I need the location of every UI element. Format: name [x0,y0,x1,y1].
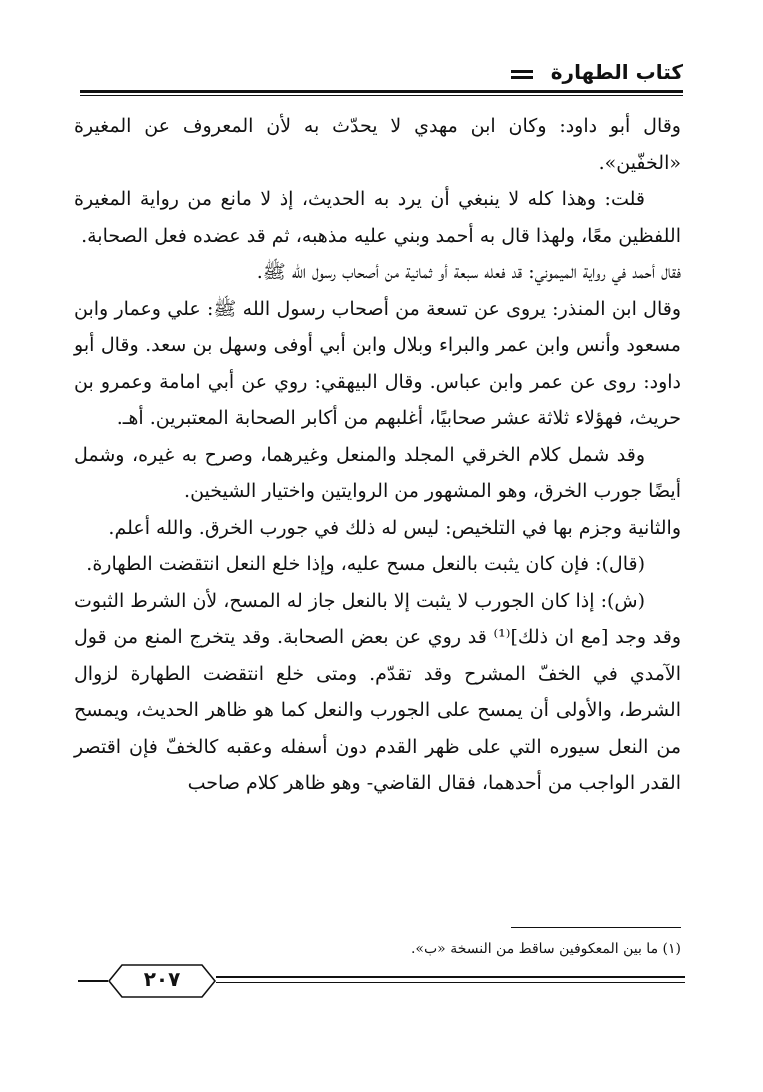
paragraph: قلت: وهذا كله لا ينبغي أن يرد به الحديث، إذ لا مانع من رواية المغيرة اللفظين معًا، ولهذا قال به أحمد وبني عليه مذهبه، ثم قد عضده فعل الصحابة. [74,188,681,247]
paragraph: وقال أبو داود: وكان ابن مهدي لا يحدّث به لأن المعروف عن المغيرة «الخفّين». [74,115,681,174]
header-rule [80,90,683,93]
page-number: ٢٠٧ [143,967,181,991]
footer-rule-left [78,980,108,982]
paragraph: وقال ابن المنذر: يروى عن تسعة من أصحاب رسول الله ﷺ: علي وعمار وابن مسعود وأنس وابن عمر والبراء وبلال وابن أبي أوفى وسهل بن سعد. وقال أبو داود: روى عن عمر وابن عباس. وقال البيهقي: روي عن أبي امامة وعمرو بن حريث، فهؤلاء ثلاثة عشر صحابيًا، أغلبهم من أكابر الصحابة المعتبرين. أهـ. [74,297,681,429]
footer-rule [216,976,685,978]
footnote-separator [511,927,681,928]
paragraph: والثانية وجزم بها في التلخيص: ليس له ذلك في جورب الخرق. والله أعلم. [108,516,681,539]
header-rule-thin [80,95,683,96]
footnote: (١) ما بين المعكوفين ساقط من النسخة «ب». [410,941,681,957]
main-text [74,108,681,802]
paragraph: فقال أحمد في رواية الميموني: قد فعله سبعة أو ثمانية من أصحاب رسول الله ﷺ. [256,261,681,283]
page-footer [78,962,685,1002]
paragraph: (ش): إذا كان الجورب لا يثبت إلا بالنعل جاز له المسح، لأن الشرط الثبوت وقد وجد [مع ان ذلك]⁽¹⁾ قد روي عن بعض الصحابة. وقد يتخرج المنع من قول الآمدي في الخفّ المشرح وقد تقدّم. ومتى خلع انتقضت الطهارة لزوال الشرط، والأولى أن يمسح على الجورب والنعل كما هو ظاهر الحديث، ويمسح من النعل سيوره التي على ظهر القدم دون أسفله وعقبه كالخفّ فإن اقتصر القدر الواجب من أحدهما، فقال القاضي- وهو ظاهر كلام صاحب [74,589,682,794]
page-header [80,56,683,96]
paragraph: (قال): فإن كان يثبت بالنعل مسح عليه، وإذا خلع النعل انتقضت الطهارة. [86,553,645,575]
paragraph: وقد شمل كلام الخرقي المجلد والمنعل وغيرهما، وصرح به غيره، وشمل أيضًا جورب الخرق، وهو المشهور من الروايتين واختيار الشيخين. [74,443,681,502]
running-title: كتاب الطهارة [550,60,683,84]
title-ornament-icon [511,70,533,82]
footer-rule-thin [216,982,685,983]
